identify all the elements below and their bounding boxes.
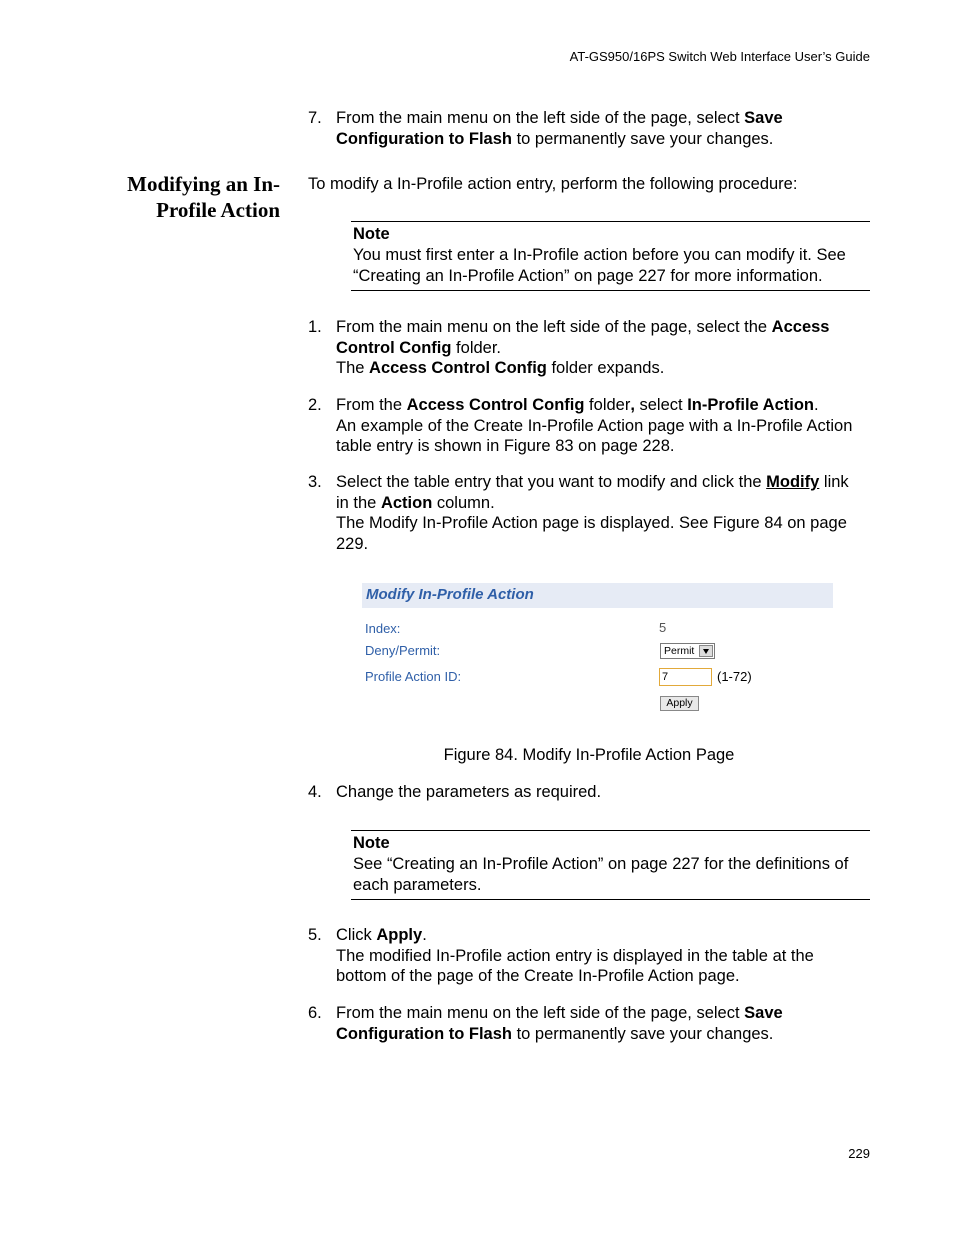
step-text: From the [336,396,407,414]
step-text: table entry is shown in Figure 83 on page 228. [336,437,675,455]
deny-permit-value: Permit [664,645,695,657]
section-heading-line: Modifying an In- [127,172,280,196]
step-text: An example of the Create In-Profile Action page with a In-Profile Action [336,416,853,435]
step-text: . [422,926,427,944]
step-text: The [336,359,370,377]
step-4 [308,782,870,803]
ui-term: Action [380,493,433,512]
step-text: in the [336,493,381,512]
ui-term: Configuration to Flash [336,1024,512,1043]
step-text: The modified In-Profile action entry is displayed in the table at the [336,946,814,965]
step-text: to permanently save your changes. [511,1024,774,1043]
chevron-down-icon [699,645,713,657]
ui-term-link: Modify [766,473,820,491]
figure-caption: Figure 84. Modify In-Profile Action Page [443,746,735,764]
deny-permit-select[interactable] [660,643,715,659]
note-text: each parameters. [353,876,482,894]
step-text: bottom of the page of the Create In-Profile Action page. [336,967,740,985]
ui-term: Apply [376,926,423,944]
note-title: Note [353,834,390,852]
step-text: link [819,473,849,491]
profile-action-id-label: Profile Action ID: [365,669,462,684]
step-text: column. [432,493,495,512]
ui-term: Save [744,109,783,127]
note-box [351,830,870,900]
note-text: See “Creating an In-Profile Action” on page 227 for the definitions of [353,855,849,873]
section-heading [100,171,280,223]
ui-term: Access [771,318,830,336]
step-number: 7. [308,109,322,127]
step-text: Change the parameters as required. [336,783,602,801]
step-text: From the main menu on the left side of the page, select [336,1004,745,1022]
ui-term: Save [744,1004,783,1022]
ui-term: In-Profile Action [687,396,815,414]
step-2 [308,395,870,457]
figure-modify-in-profile-action [362,583,833,713]
step-6 [308,1003,870,1044]
index-label: Index: [365,621,401,636]
running-header: AT-GS950/16PS Switch Web Interface User’s Guide [569,49,870,64]
step-3 [308,472,870,554]
step-5 [308,925,870,987]
step-text: to permanently save your changes. [511,129,774,148]
figure-title: Modify In-Profile Action [366,586,534,603]
note-title: Note [353,225,390,243]
step-text: folder expands. [546,359,665,377]
index-value: 5 [659,620,667,635]
step-text: From the main menu on the left side of the page, select the [336,318,772,336]
note-box [351,221,870,291]
note-text: “Creating an In-Profile Action” on page 227 for more information. [353,267,823,285]
step-text: The Modify In-Profile Action page is displayed. See Figure 84 on page [336,514,847,532]
page-number: 229 [848,1146,870,1161]
step-number: 1. [308,318,322,336]
ui-term: Access Control Config [406,396,585,414]
step-text: , [630,396,635,414]
profile-action-id-range: (1-72) [717,669,752,684]
profile-action-id-input[interactable]: 7 [659,668,712,686]
step-number: 2. [308,396,322,414]
step-text: Click [336,926,377,944]
step-text: From the main menu on the left side of the page, select [336,109,745,127]
step-text: folder. [451,338,502,357]
step-7 [308,108,870,149]
ui-term: Configuration to Flash [336,129,512,148]
step-text: folder [584,396,631,414]
step-text: 229. [336,534,369,553]
step-1 [308,317,870,379]
step-number: 4. [308,783,322,801]
step-text: Select the table entry that you want to modify and click the [336,473,767,491]
note-text: You must first enter a In-Profile action before you can modify it. See [353,246,846,264]
deny-permit-label: Deny/Permit: [365,643,441,658]
section-heading-line: Profile Action [156,198,280,222]
apply-button[interactable]: Apply [660,696,699,711]
step-text: select [634,396,688,414]
section-intro: To modify a In-Profile action entry, perform the following procedure: [308,175,798,193]
step-number: 3. [308,473,322,491]
step-number: 6. [308,1004,322,1022]
ui-term: Control Config [336,338,452,357]
step-number: 5. [308,926,322,944]
step-text: . [814,396,819,414]
ui-term: Access Control Config [369,359,547,377]
